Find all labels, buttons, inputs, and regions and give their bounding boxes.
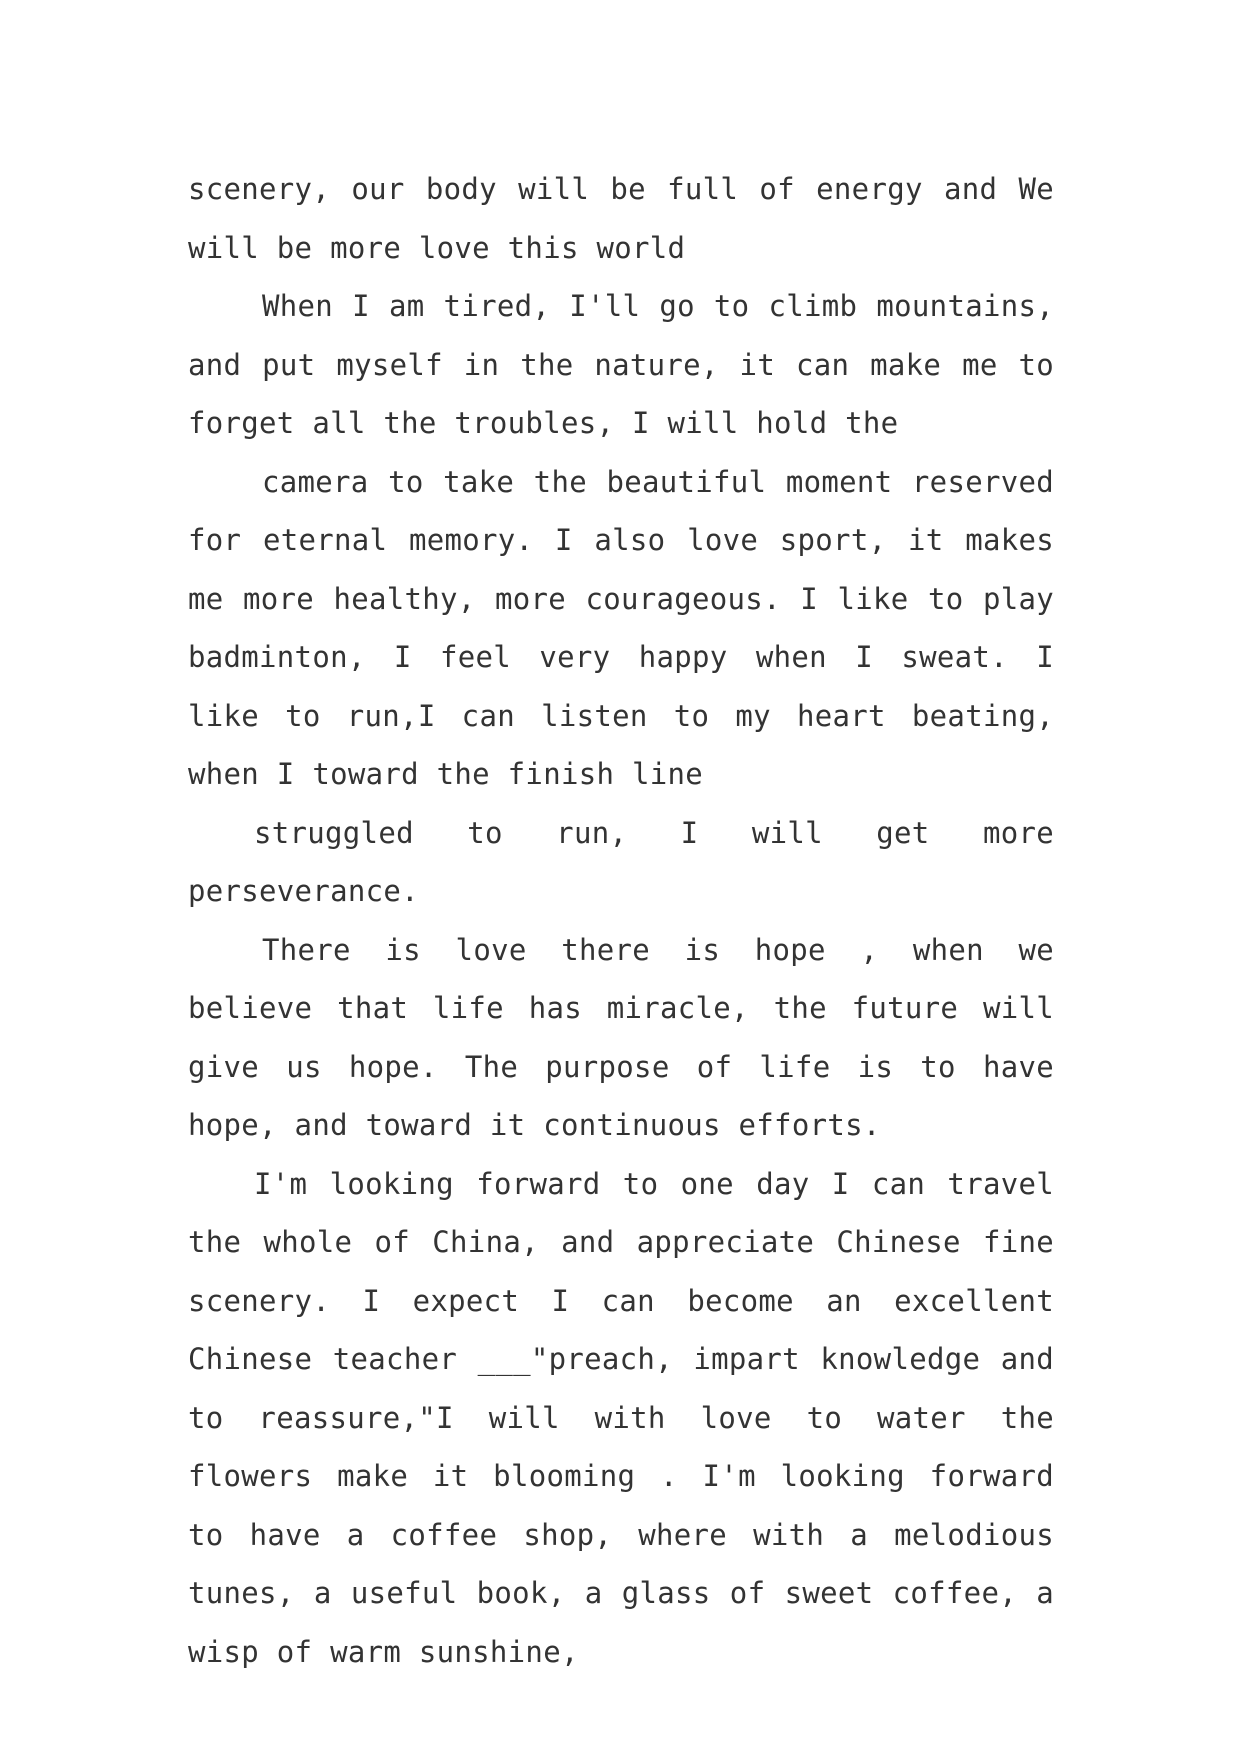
paragraph-5: There is love there is hope , when we believe that life has miracle, the future will give us hope. The purpose of life is to have hope, and toward it continuous efforts. [188,932,1054,1142]
paragraph-6: I'm looking forward to one day I can travel the whole of China, and appreciate Chinese fine scenery. I expect I can become an excellent Chinese teacher ___"preach, impart knowledge and to reassure,"I will with love to water the flowers make it blooming . I'm looking forward to have a coffee shop, where with a melodious tunes, a useful book, a glass of sweet coffee, a wisp of warm sunshine, [188,1166,1054,1669]
paragraph-3: camera to take the beautiful moment reserved for eternal memory. I also love sport, it makes me more healthy, more courageous. I like to play badminton, I feel very happy when I sweat. I like to run,I can listen to my heart beating, when I toward the finish line [188,464,1054,791]
paragraph-1: scenery, our body will be full of energy and We will be more love this world [188,172,1054,265]
paragraph-2: When I am tired, I'll go to climb mountains, and put myself in the nature, it can make me to forget all the troubles, I will hold the [188,289,1054,440]
body-text [188,160,1054,1681]
paragraph-4: struggled to run, I will get more perseverance. [188,815,1054,908]
